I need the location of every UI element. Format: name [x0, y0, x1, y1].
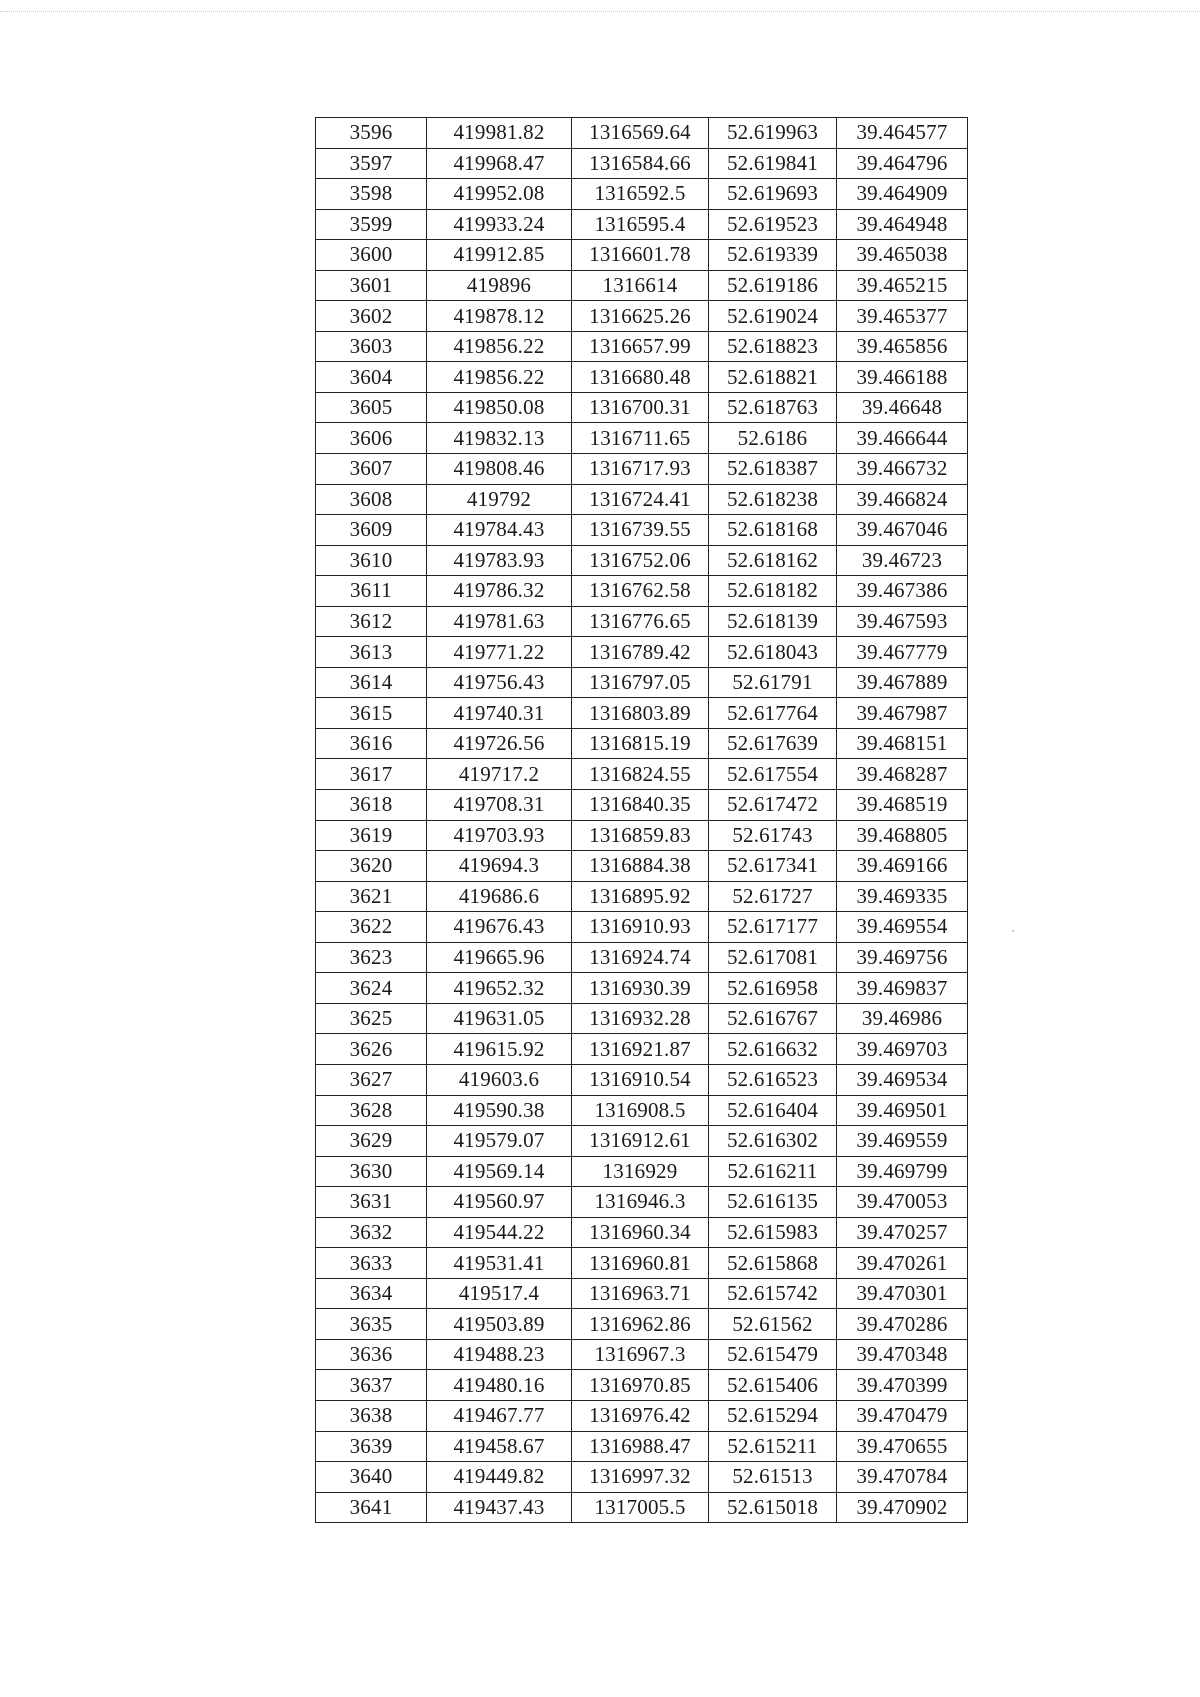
table-row	[316, 576, 968, 607]
point-number-cell: 3599	[316, 209, 427, 240]
longitude-cell: 39.470784	[837, 1462, 968, 1493]
x-coordinate-cell: 419726.56	[427, 728, 572, 759]
longitude-cell: 39.46723	[837, 545, 968, 576]
y-coordinate-cell: 1316592.5	[572, 179, 709, 210]
y-coordinate-cell: 1316739.55	[572, 515, 709, 546]
x-coordinate-cell: 419467.77	[427, 1400, 572, 1431]
longitude-cell: 39.465215	[837, 270, 968, 301]
y-coordinate-cell: 1316752.06	[572, 545, 709, 576]
latitude-cell: 52.619186	[709, 270, 837, 301]
table-row	[316, 1156, 968, 1187]
longitude-cell: 39.467046	[837, 515, 968, 546]
x-coordinate-cell: 419503.89	[427, 1309, 572, 1340]
longitude-cell: 39.46986	[837, 1003, 968, 1034]
point-number-cell: 3623	[316, 942, 427, 973]
x-coordinate-cell: 419631.05	[427, 1003, 572, 1034]
x-coordinate-cell: 419449.82	[427, 1462, 572, 1493]
point-number-cell: 3639	[316, 1431, 427, 1462]
x-coordinate-cell: 419458.67	[427, 1431, 572, 1462]
x-coordinate-cell: 419703.93	[427, 820, 572, 851]
point-number-cell: 3632	[316, 1217, 427, 1248]
table-row	[316, 1370, 968, 1401]
table-row	[316, 1003, 968, 1034]
table-row	[316, 331, 968, 362]
table-row	[316, 209, 968, 240]
point-number-cell: 3640	[316, 1462, 427, 1493]
x-coordinate-cell: 419652.32	[427, 973, 572, 1004]
latitude-cell: 52.617341	[709, 851, 837, 882]
latitude-cell: 52.617639	[709, 728, 837, 759]
longitude-cell: 39.467889	[837, 667, 968, 698]
table-row	[316, 148, 968, 179]
longitude-cell: 39.466644	[837, 423, 968, 454]
table-row	[316, 301, 968, 332]
point-number-cell: 3620	[316, 851, 427, 882]
x-coordinate-cell: 419740.31	[427, 698, 572, 729]
longitude-cell: 39.466824	[837, 484, 968, 515]
table-row	[316, 270, 968, 301]
longitude-cell: 39.468287	[837, 759, 968, 790]
longitude-cell: 39.469534	[837, 1064, 968, 1095]
table-row	[316, 637, 968, 668]
table-row	[316, 1217, 968, 1248]
longitude-cell: 39.470053	[837, 1187, 968, 1218]
point-number-cell: 3621	[316, 881, 427, 912]
latitude-cell: 52.6186	[709, 423, 837, 454]
table-row	[316, 1339, 968, 1370]
y-coordinate-cell: 1316997.32	[572, 1462, 709, 1493]
coordinates-table	[315, 117, 968, 1523]
page-top-edge	[0, 11, 1200, 12]
latitude-cell: 52.616135	[709, 1187, 837, 1218]
point-number-cell: 3627	[316, 1064, 427, 1095]
x-coordinate-cell: 419560.97	[427, 1187, 572, 1218]
latitude-cell: 52.61791	[709, 667, 837, 698]
y-coordinate-cell: 1316976.42	[572, 1400, 709, 1431]
x-coordinate-cell: 419756.43	[427, 667, 572, 698]
y-coordinate-cell: 1316960.34	[572, 1217, 709, 1248]
x-coordinate-cell: 419933.24	[427, 209, 572, 240]
point-number-cell: 3601	[316, 270, 427, 301]
longitude-cell: 39.469799	[837, 1156, 968, 1187]
longitude-cell: 39.469837	[837, 973, 968, 1004]
point-number-cell: 3630	[316, 1156, 427, 1187]
table-row	[316, 1034, 968, 1065]
latitude-cell: 52.619024	[709, 301, 837, 332]
longitude-cell: 39.464796	[837, 148, 968, 179]
longitude-cell: 39.469756	[837, 942, 968, 973]
x-coordinate-cell: 419878.12	[427, 301, 572, 332]
latitude-cell: 52.618763	[709, 392, 837, 423]
y-coordinate-cell: 1316859.83	[572, 820, 709, 851]
x-coordinate-cell: 419590.38	[427, 1095, 572, 1126]
point-number-cell: 3616	[316, 728, 427, 759]
y-coordinate-cell: 1316803.89	[572, 698, 709, 729]
longitude-cell: 39.467987	[837, 698, 968, 729]
x-coordinate-cell: 419665.96	[427, 942, 572, 973]
point-number-cell: 3633	[316, 1248, 427, 1279]
table-row	[316, 179, 968, 210]
table-row	[316, 118, 968, 149]
latitude-cell: 52.617554	[709, 759, 837, 790]
longitude-cell: 39.469559	[837, 1126, 968, 1157]
point-number-cell: 3624	[316, 973, 427, 1004]
latitude-cell: 52.619339	[709, 240, 837, 271]
latitude-cell: 52.616302	[709, 1126, 837, 1157]
x-coordinate-cell: 419771.22	[427, 637, 572, 668]
y-coordinate-cell: 1316815.19	[572, 728, 709, 759]
x-coordinate-cell: 419694.3	[427, 851, 572, 882]
latitude-cell: 52.615294	[709, 1400, 837, 1431]
point-number-cell: 3629	[316, 1126, 427, 1157]
x-coordinate-cell: 419717.2	[427, 759, 572, 790]
table-row	[316, 423, 968, 454]
latitude-cell: 52.616958	[709, 973, 837, 1004]
y-coordinate-cell: 1316625.26	[572, 301, 709, 332]
x-coordinate-cell: 419531.41	[427, 1248, 572, 1279]
y-coordinate-cell: 1317005.5	[572, 1492, 709, 1523]
point-number-cell: 3619	[316, 820, 427, 851]
point-number-cell: 3631	[316, 1187, 427, 1218]
y-coordinate-cell: 1316988.47	[572, 1431, 709, 1462]
x-coordinate-cell: 419480.16	[427, 1370, 572, 1401]
y-coordinate-cell: 1316962.86	[572, 1309, 709, 1340]
longitude-cell: 39.469335	[837, 881, 968, 912]
longitude-cell: 39.46648	[837, 392, 968, 423]
longitude-cell: 39.466188	[837, 362, 968, 393]
latitude-cell: 52.617472	[709, 790, 837, 821]
y-coordinate-cell: 1316924.74	[572, 942, 709, 973]
point-number-cell: 3604	[316, 362, 427, 393]
latitude-cell: 52.618162	[709, 545, 837, 576]
x-coordinate-cell: 419569.14	[427, 1156, 572, 1187]
point-number-cell: 3614	[316, 667, 427, 698]
x-coordinate-cell: 419544.22	[427, 1217, 572, 1248]
y-coordinate-cell: 1316921.87	[572, 1034, 709, 1065]
table-row	[316, 545, 968, 576]
longitude-cell: 39.470301	[837, 1278, 968, 1309]
latitude-cell: 52.61727	[709, 881, 837, 912]
table-row	[316, 820, 968, 851]
table-row	[316, 912, 968, 943]
latitude-cell: 52.619693	[709, 179, 837, 210]
point-number-cell: 3613	[316, 637, 427, 668]
y-coordinate-cell: 1316824.55	[572, 759, 709, 790]
table-row	[316, 606, 968, 637]
x-coordinate-cell: 419952.08	[427, 179, 572, 210]
point-number-cell: 3608	[316, 484, 427, 515]
table-row	[316, 1400, 968, 1431]
x-coordinate-cell: 419850.08	[427, 392, 572, 423]
x-coordinate-cell: 419686.6	[427, 881, 572, 912]
table-row	[316, 759, 968, 790]
table-row	[316, 392, 968, 423]
point-number-cell: 3617	[316, 759, 427, 790]
longitude-cell: 39.464909	[837, 179, 968, 210]
point-number-cell: 3598	[316, 179, 427, 210]
point-number-cell: 3626	[316, 1034, 427, 1065]
latitude-cell: 52.618139	[709, 606, 837, 637]
point-number-cell: 3638	[316, 1400, 427, 1431]
y-coordinate-cell: 1316967.3	[572, 1339, 709, 1370]
y-coordinate-cell: 1316595.4	[572, 209, 709, 240]
longitude-cell: 39.465377	[837, 301, 968, 332]
y-coordinate-cell: 1316910.93	[572, 912, 709, 943]
y-coordinate-cell: 1316711.65	[572, 423, 709, 454]
point-number-cell: 3607	[316, 454, 427, 485]
longitude-cell: 39.470399	[837, 1370, 968, 1401]
y-coordinate-cell: 1316932.28	[572, 1003, 709, 1034]
x-coordinate-cell: 419783.93	[427, 545, 572, 576]
table-row	[316, 1126, 968, 1157]
longitude-cell: 39.470348	[837, 1339, 968, 1370]
longitude-cell: 39.470479	[837, 1400, 968, 1431]
table-row	[316, 942, 968, 973]
longitude-cell: 39.470257	[837, 1217, 968, 1248]
y-coordinate-cell: 1316963.71	[572, 1278, 709, 1309]
latitude-cell: 52.617081	[709, 942, 837, 973]
y-coordinate-cell: 1316569.64	[572, 118, 709, 149]
latitude-cell: 52.617177	[709, 912, 837, 943]
y-coordinate-cell: 1316724.41	[572, 484, 709, 515]
latitude-cell: 52.615406	[709, 1370, 837, 1401]
x-coordinate-cell: 419896	[427, 270, 572, 301]
longitude-cell: 39.470261	[837, 1248, 968, 1279]
y-coordinate-cell: 1316700.31	[572, 392, 709, 423]
longitude-cell: 39.467386	[837, 576, 968, 607]
x-coordinate-cell: 419808.46	[427, 454, 572, 485]
y-coordinate-cell: 1316797.05	[572, 667, 709, 698]
y-coordinate-cell: 1316908.5	[572, 1095, 709, 1126]
latitude-cell: 52.615868	[709, 1248, 837, 1279]
latitude-cell: 52.619963	[709, 118, 837, 149]
latitude-cell: 52.615479	[709, 1339, 837, 1370]
latitude-cell: 52.617764	[709, 698, 837, 729]
longitude-cell: 39.469703	[837, 1034, 968, 1065]
table-row	[316, 790, 968, 821]
point-number-cell: 3609	[316, 515, 427, 546]
latitude-cell: 52.618238	[709, 484, 837, 515]
point-number-cell: 3612	[316, 606, 427, 637]
latitude-cell: 52.619523	[709, 209, 837, 240]
point-number-cell: 3618	[316, 790, 427, 821]
y-coordinate-cell: 1316912.61	[572, 1126, 709, 1157]
table-row	[316, 454, 968, 485]
y-coordinate-cell: 1316789.42	[572, 637, 709, 668]
longitude-cell: 39.469166	[837, 851, 968, 882]
table-row	[316, 881, 968, 912]
longitude-cell: 39.470655	[837, 1431, 968, 1462]
longitude-cell: 39.470286	[837, 1309, 968, 1340]
point-number-cell: 3637	[316, 1370, 427, 1401]
y-coordinate-cell: 1316910.54	[572, 1064, 709, 1095]
table-row	[316, 240, 968, 271]
scan-speck	[1012, 930, 1014, 932]
point-number-cell: 3611	[316, 576, 427, 607]
longitude-cell: 39.464577	[837, 118, 968, 149]
table-row	[316, 515, 968, 546]
longitude-cell: 39.468805	[837, 820, 968, 851]
table-row	[316, 698, 968, 729]
x-coordinate-cell: 419603.6	[427, 1064, 572, 1095]
latitude-cell: 52.618182	[709, 576, 837, 607]
y-coordinate-cell: 1316840.35	[572, 790, 709, 821]
table-row	[316, 484, 968, 515]
longitude-cell: 39.467593	[837, 606, 968, 637]
table-row	[316, 728, 968, 759]
x-coordinate-cell: 419781.63	[427, 606, 572, 637]
x-coordinate-cell: 419832.13	[427, 423, 572, 454]
point-number-cell: 3636	[316, 1339, 427, 1370]
point-number-cell: 3615	[316, 698, 427, 729]
x-coordinate-cell: 419856.22	[427, 331, 572, 362]
latitude-cell: 52.616404	[709, 1095, 837, 1126]
point-number-cell: 3625	[316, 1003, 427, 1034]
y-coordinate-cell: 1316895.92	[572, 881, 709, 912]
point-number-cell: 3597	[316, 148, 427, 179]
latitude-cell: 52.61743	[709, 820, 837, 851]
latitude-cell: 52.616523	[709, 1064, 837, 1095]
y-coordinate-cell: 1316884.38	[572, 851, 709, 882]
table-row	[316, 667, 968, 698]
latitude-cell: 52.61562	[709, 1309, 837, 1340]
table-row	[316, 1462, 968, 1493]
y-coordinate-cell: 1316717.93	[572, 454, 709, 485]
x-coordinate-cell: 419784.43	[427, 515, 572, 546]
table-row	[316, 1064, 968, 1095]
y-coordinate-cell: 1316601.78	[572, 240, 709, 271]
table-row	[316, 1431, 968, 1462]
latitude-cell: 52.619841	[709, 148, 837, 179]
longitude-cell: 39.465856	[837, 331, 968, 362]
point-number-cell: 3622	[316, 912, 427, 943]
latitude-cell: 52.618387	[709, 454, 837, 485]
table-row	[316, 1095, 968, 1126]
latitude-cell: 52.618823	[709, 331, 837, 362]
x-coordinate-cell: 419981.82	[427, 118, 572, 149]
y-coordinate-cell: 1316614	[572, 270, 709, 301]
x-coordinate-cell: 419708.31	[427, 790, 572, 821]
point-number-cell: 3634	[316, 1278, 427, 1309]
x-coordinate-cell: 419488.23	[427, 1339, 572, 1370]
point-number-cell: 3605	[316, 392, 427, 423]
y-coordinate-cell: 1316584.66	[572, 148, 709, 179]
point-number-cell: 3603	[316, 331, 427, 362]
coordinates-table-body	[316, 118, 968, 1523]
x-coordinate-cell: 419968.47	[427, 148, 572, 179]
latitude-cell: 52.615742	[709, 1278, 837, 1309]
latitude-cell: 52.616632	[709, 1034, 837, 1065]
longitude-cell: 39.464948	[837, 209, 968, 240]
latitude-cell: 52.615211	[709, 1431, 837, 1462]
latitude-cell: 52.616767	[709, 1003, 837, 1034]
x-coordinate-cell: 419437.43	[427, 1492, 572, 1523]
y-coordinate-cell: 1316960.81	[572, 1248, 709, 1279]
x-coordinate-cell: 419579.07	[427, 1126, 572, 1157]
x-coordinate-cell: 419792	[427, 484, 572, 515]
latitude-cell: 52.615983	[709, 1217, 837, 1248]
latitude-cell: 52.61513	[709, 1462, 837, 1493]
longitude-cell: 39.469501	[837, 1095, 968, 1126]
y-coordinate-cell: 1316970.85	[572, 1370, 709, 1401]
point-number-cell: 3606	[316, 423, 427, 454]
y-coordinate-cell: 1316762.58	[572, 576, 709, 607]
longitude-cell: 39.467779	[837, 637, 968, 668]
point-number-cell: 3602	[316, 301, 427, 332]
point-number-cell: 3641	[316, 1492, 427, 1523]
point-number-cell: 3635	[316, 1309, 427, 1340]
point-number-cell: 3610	[316, 545, 427, 576]
x-coordinate-cell: 419517.4	[427, 1278, 572, 1309]
latitude-cell: 52.615018	[709, 1492, 837, 1523]
table-row	[316, 1492, 968, 1523]
y-coordinate-cell: 1316657.99	[572, 331, 709, 362]
x-coordinate-cell: 419615.92	[427, 1034, 572, 1065]
x-coordinate-cell: 419676.43	[427, 912, 572, 943]
longitude-cell: 39.465038	[837, 240, 968, 271]
latitude-cell: 52.616211	[709, 1156, 837, 1187]
latitude-cell: 52.618168	[709, 515, 837, 546]
y-coordinate-cell: 1316680.48	[572, 362, 709, 393]
x-coordinate-cell: 419786.32	[427, 576, 572, 607]
latitude-cell: 52.618043	[709, 637, 837, 668]
y-coordinate-cell: 1316946.3	[572, 1187, 709, 1218]
point-number-cell: 3628	[316, 1095, 427, 1126]
longitude-cell: 39.468151	[837, 728, 968, 759]
table-row	[316, 1278, 968, 1309]
x-coordinate-cell: 419912.85	[427, 240, 572, 271]
table-row	[316, 1309, 968, 1340]
table-row	[316, 851, 968, 882]
y-coordinate-cell: 1316930.39	[572, 973, 709, 1004]
table-row	[316, 973, 968, 1004]
longitude-cell: 39.469554	[837, 912, 968, 943]
longitude-cell: 39.468519	[837, 790, 968, 821]
point-number-cell: 3596	[316, 118, 427, 149]
point-number-cell: 3600	[316, 240, 427, 271]
x-coordinate-cell: 419856.22	[427, 362, 572, 393]
y-coordinate-cell: 1316929	[572, 1156, 709, 1187]
table-row	[316, 1187, 968, 1218]
longitude-cell: 39.470902	[837, 1492, 968, 1523]
table-row	[316, 362, 968, 393]
y-coordinate-cell: 1316776.65	[572, 606, 709, 637]
latitude-cell: 52.618821	[709, 362, 837, 393]
table-row	[316, 1248, 968, 1279]
longitude-cell: 39.466732	[837, 454, 968, 485]
